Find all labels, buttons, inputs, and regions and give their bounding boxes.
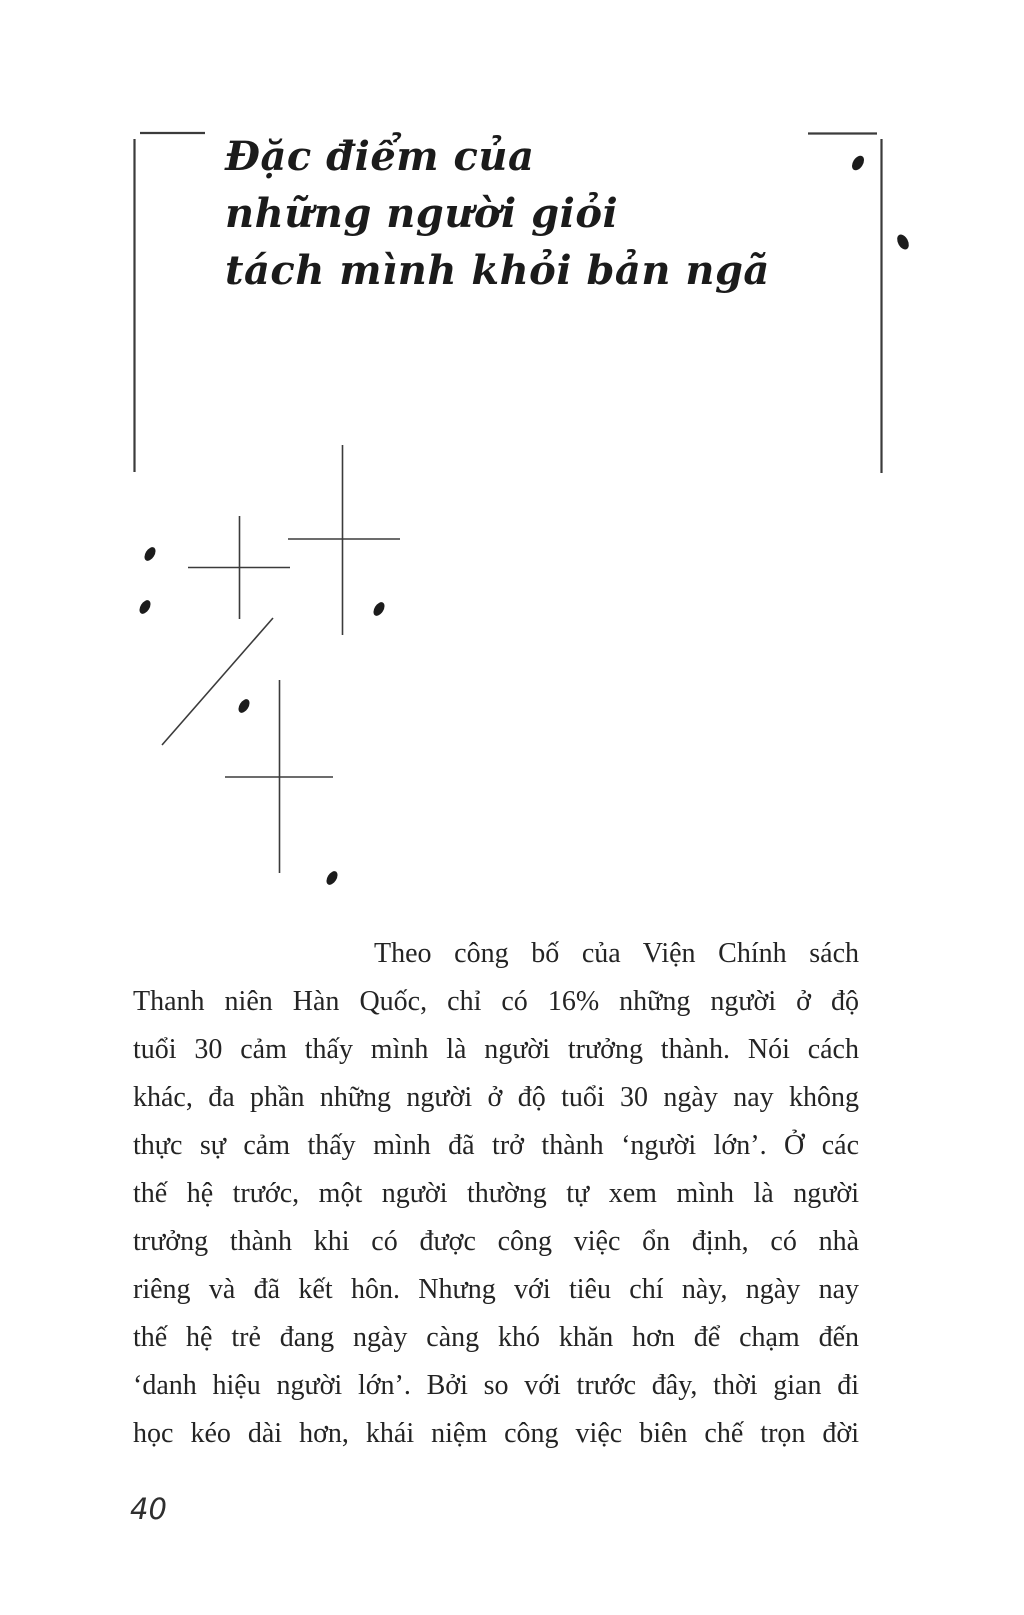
chapter-title-line: Đặc điểm của [225, 133, 535, 180]
ink-dot [236, 697, 252, 714]
corner-rule-left [135, 133, 206, 472]
ink-dot [371, 600, 387, 617]
text-line: trưởng thành khi có được công việc ổn định, có nhà [133, 1226, 859, 1257]
text-line: thế hệ trẻ đang ngày càng khó khăn hơn để chạm đến [133, 1322, 859, 1353]
text-line: thực sự cảm thấy mình đã trở thành ‘người lớn’. Ở các [133, 1130, 859, 1161]
corner-rule-right [808, 134, 882, 474]
cross-mark-left [188, 516, 290, 619]
chapter-title-line: tách mình khỏi bản ngã [225, 247, 770, 294]
ink-dot [142, 545, 158, 562]
text-line: ‘danh hiệu người lớn’. Bởi so với trước đây, thời gian đi [133, 1370, 859, 1401]
chapter-title-line: những người giỏi [225, 190, 619, 237]
ink-dot [850, 154, 867, 173]
page-number: 40 [130, 1492, 167, 1526]
text-line: học kéo dài hơn, khái niệm công việc biên chế trọn đời [133, 1418, 859, 1449]
text-line: tuổi 30 cảm thấy mình là người trưởng thành. Nói cách [133, 1034, 859, 1065]
body-paragraph [133, 930, 859, 1458]
text-line: Theo công bố của Viện Chính sách [374, 938, 859, 969]
ink-dot [324, 869, 340, 886]
ink-dot [137, 598, 153, 615]
text-line: khác, đa phần những người ở độ tuổi 30 ngày nay không [133, 1082, 859, 1113]
text-line: Thanh niên Hàn Quốc, chỉ có 16% những người ở độ [133, 986, 859, 1017]
ink-dot [895, 233, 911, 252]
chapter-title [225, 128, 770, 299]
text-line: riêng và đã kết hôn. Nhưng với tiêu chí này, ngày nay [133, 1274, 859, 1305]
text-line: thế hệ trước, một người thường tự xem mình là người [133, 1178, 859, 1209]
diagonal-stroke [162, 618, 273, 745]
